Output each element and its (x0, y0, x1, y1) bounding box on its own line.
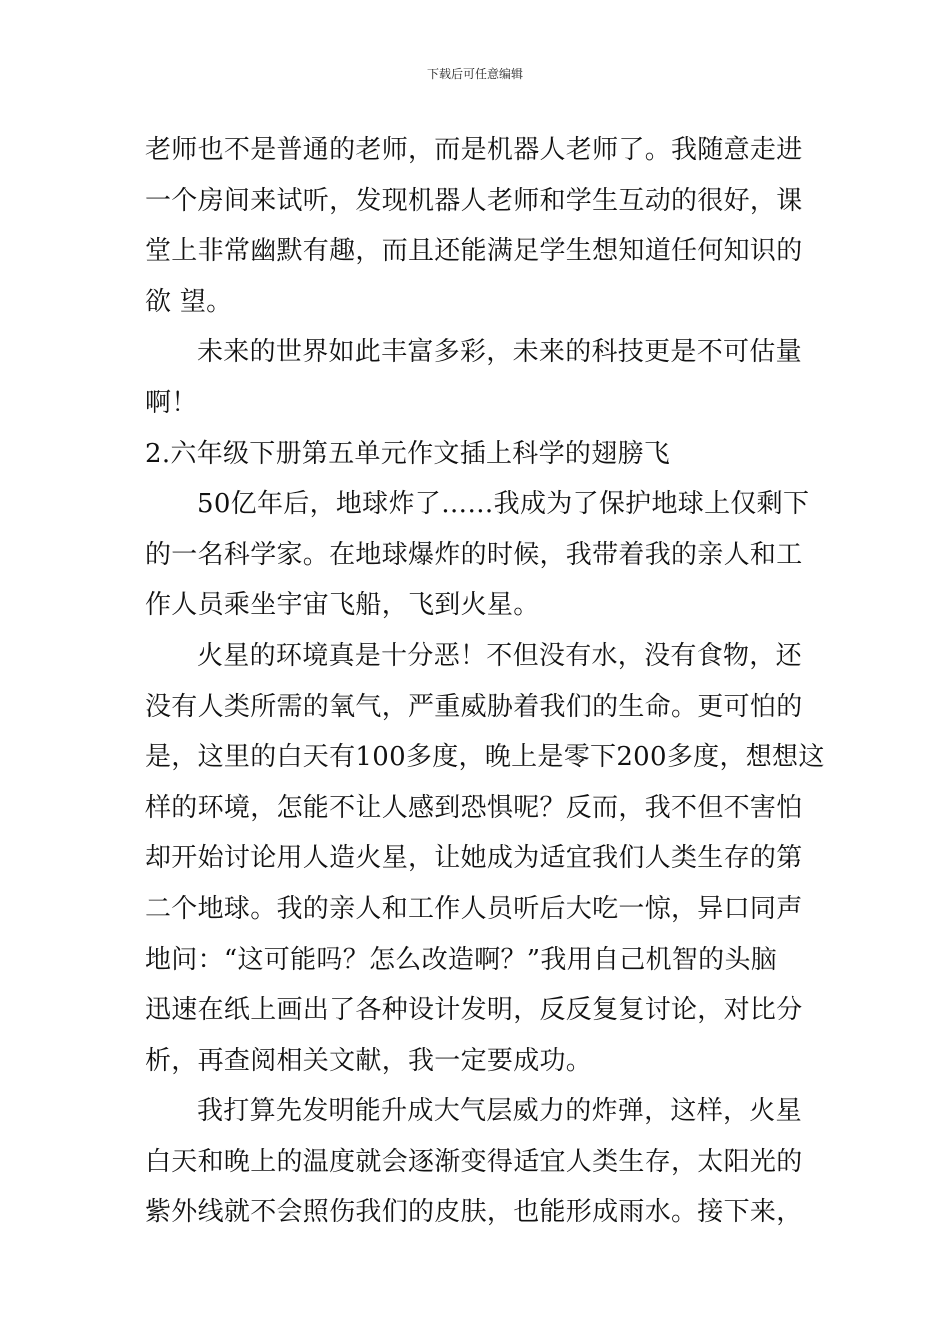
text-line: 是，这里的白天有100多度，晚上是零下200多度，想想这 (145, 742, 825, 773)
text-line: 堂上非常幽默有趣，而且还能满足学生想知道任何知识的 (145, 236, 803, 267)
text-line: 样的环境，怎能不让人感到恐惧呢？反而，我不但不害怕 (145, 792, 803, 823)
text-line: 啊！ (145, 387, 198, 418)
text-line: 的一名科学家。在地球爆炸的时候，我带着我的亲人和工 (145, 539, 803, 570)
text-line: 老师也不是普通的老师，而是机器人老师了。我随意走进 (145, 135, 803, 165)
text-line: 作人员乘坐宇宙飞船，飞到火星。 (145, 590, 540, 621)
text-line: 地问：“这可能吗？怎么改造啊？”我用自己机智的头脑 (145, 944, 778, 975)
text-line: 迅速在纸上画出了各种设计发明，反反复复讨论，对比分 (145, 995, 803, 1026)
text-line: 却开始讨论用人造火星，让她成为适宜我们人类生存的第 (145, 843, 803, 874)
paragraph-start-line: 火星的环境真是十分恶！不但没有水，没有食物，还 (197, 640, 802, 671)
paragraph-start-line: 未来的世界如此丰富多彩，未来的科技更是不可估量 (197, 337, 802, 368)
document-body (145, 125, 825, 1238)
text-line: 紫外线就不会照伤我们的皮肤，也能形成雨水。接下来， (145, 1197, 803, 1228)
paragraph-start-line: 50亿年后，地球炸了……我成为了保护地球上仅剩下 (197, 489, 810, 520)
text-line: 二个地球。我的亲人和工作人员听后大吃一惊，异口同声 (145, 893, 803, 924)
page-header: 下载后可任意编辑 (426, 67, 523, 81)
text-line: 一个房间来试听，发现机器人老师和学生互动的很好，课 (145, 185, 803, 216)
paragraph-start-line: 我打算先发明能升成大气层威力的炸弹，这样，火星 (197, 1096, 802, 1127)
text-line: 白天和晚上的温度就会逐渐变得适宜人类生存，太阳光的 (145, 1146, 803, 1177)
section-heading: 2.六年级下册第五单元作文插上科学的翅膀飞 (145, 438, 671, 469)
text-line: 没有人类所需的氧气，严重威胁着我们的生命。更可怕的 (145, 691, 803, 722)
text-line: 欲 望。 (145, 286, 233, 317)
text-line: 析，再查阅相关文献，我一定要成功。 (145, 1045, 593, 1076)
